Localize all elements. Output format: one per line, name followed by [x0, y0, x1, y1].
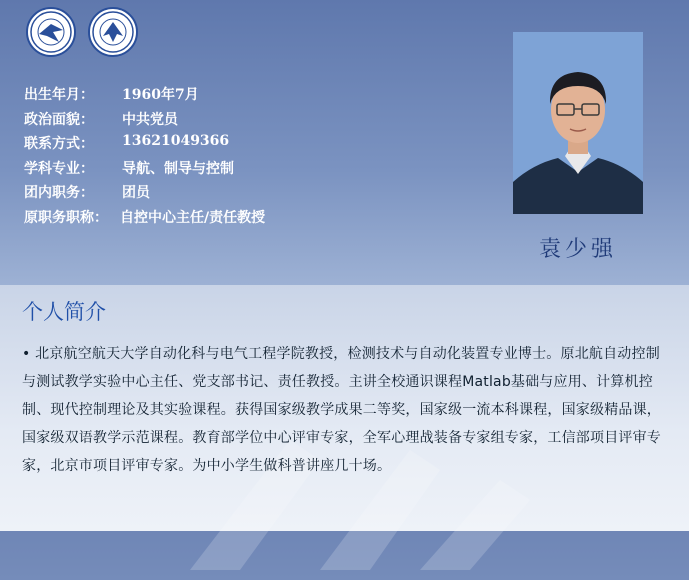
- info-label: 出生年月：: [24, 87, 94, 103]
- school-logo: [88, 7, 138, 57]
- info-value: 团员: [122, 185, 150, 202]
- info-label: 团内职务：: [24, 185, 94, 202]
- profile-photo: [513, 32, 643, 214]
- info-value: 1960年7月: [122, 87, 199, 103]
- info-label: 原职务职称：: [24, 209, 108, 226]
- info-value: 导航、制导与控制: [122, 160, 234, 177]
- person-name: 袁少强: [538, 237, 617, 262]
- info-label: 学科专业：: [24, 160, 94, 177]
- info-value: 自控中心主任/责任教授: [120, 209, 266, 226]
- intro-paragraph: • 北京航空航天大学自动化科与电气工程学院教授，检测技术与自动化装置专业博士。原北航自动控制与测试教学实验中心主任、党支部书记、责任教授。主讲全校通识课程Matlab基础与应用、计算机控制、现代控制理论及其实验课程。获得国家级教学成果二等奖，国家级一流本科课程，国家级精品课，国家级双语教学示范课程。教育部学位中心评审专家，全军心理战装备专家组专家，工信部项目评审专家，北京市项目评审专家。为中小学生做科普讲座几十场。: [22, 346, 661, 474]
- university-logo: [26, 7, 76, 57]
- info-label: 联系方式：: [24, 136, 94, 153]
- info-value: 13621049366: [122, 133, 230, 150]
- info-value: 中共党员: [122, 111, 178, 128]
- section-title: 个人简介: [22, 300, 106, 324]
- info-label: 政治面貌：: [24, 111, 94, 128]
